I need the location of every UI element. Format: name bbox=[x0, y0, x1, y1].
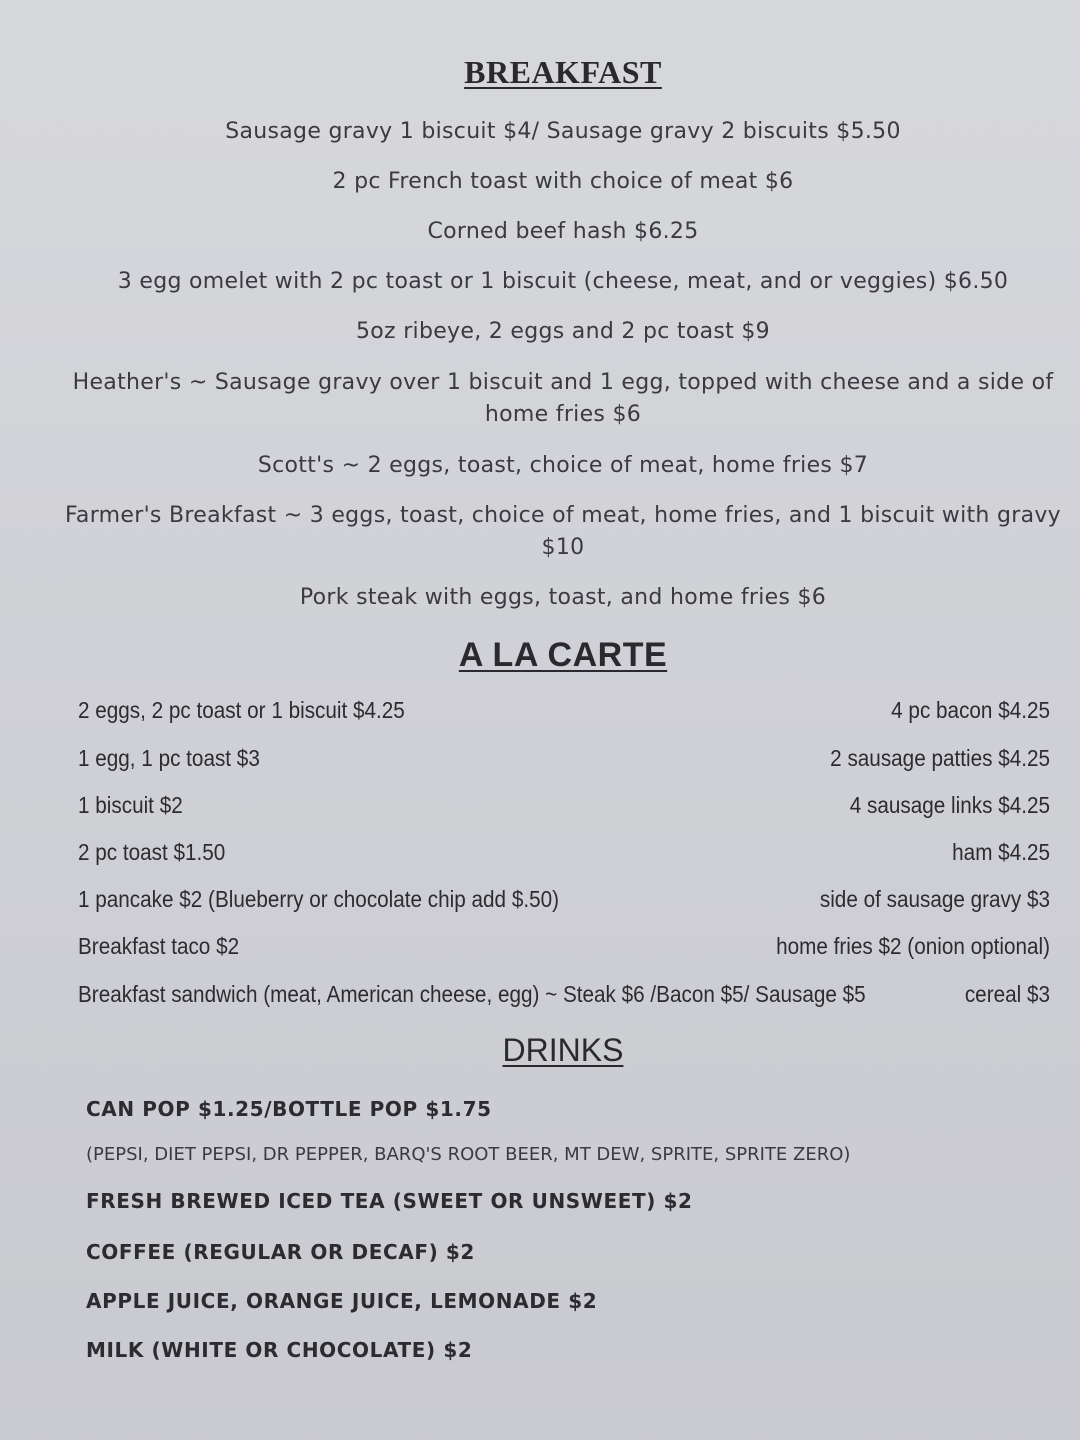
breakfast-item: Sausage gravy 1 biscuit $4/ Sausage gravy 2 biscuits $5.50 bbox=[225, 119, 901, 144]
breakfast-item: Scott's ~ 2 eggs, toast, choice of meat, home fries $7 bbox=[257, 453, 869, 478]
drink-item: COFFEE (REGULAR OR DECAF) $2 bbox=[86, 1240, 475, 1264]
alacarte-item-left: Breakfast sandwich (meat, American cheese, egg) ~ Steak $6 /Bacon $5/ Sausage $5 bbox=[78, 981, 866, 1007]
alacarte-item-right: side of sausage gravy $3 bbox=[819, 886, 1050, 912]
alacarte-item-left: 2 pc toast $1.50 bbox=[78, 839, 226, 865]
drinks-heading: DRINKS bbox=[502, 1032, 624, 1068]
alacarte-item-left: 1 biscuit $2 bbox=[78, 792, 183, 818]
alacarte-item-left: Breakfast taco $2 bbox=[78, 933, 240, 959]
alacarte-item-right: cereal $3 bbox=[964, 981, 1050, 1007]
alacarte-heading: A LA CARTE bbox=[458, 636, 668, 674]
alacarte-item-right: 4 sausage links $4.25 bbox=[849, 792, 1050, 818]
drink-item: APPLE JUICE, ORANGE JUICE, LEMONADE $2 bbox=[86, 1289, 598, 1313]
drink-item: MILK (WHITE OR CHOCOLATE) $2 bbox=[86, 1338, 473, 1362]
alacarte-row bbox=[78, 839, 1050, 869]
breakfast-item: 5oz ribeye, 2 eggs and 2 pc toast $9 bbox=[356, 319, 770, 344]
alacarte-row bbox=[78, 933, 1050, 963]
alacarte-item-left: 2 eggs, 2 pc toast or 1 biscuit $4.25 bbox=[78, 697, 405, 723]
alacarte-row bbox=[78, 792, 1050, 822]
alacarte-item-right: ham $4.25 bbox=[952, 839, 1050, 865]
drink-item: CAN POP $1.25/BOTTLE POP $1.75 bbox=[86, 1097, 492, 1121]
alacarte-item-right: 2 sausage patties $4.25 bbox=[830, 745, 1050, 771]
drink-item: FRESH BREWED ICED TEA (SWEET OR UNSWEET) $2 bbox=[86, 1189, 693, 1213]
breakfast-item: Heather's ~ Sausage gravy over 1 biscuit and 1 egg, topped with cheese and a side of home fries $6 bbox=[72, 370, 1054, 427]
breakfast-item: Corned beef hash $6.25 bbox=[427, 219, 699, 244]
alacarte-item-left: 1 egg, 1 pc toast $3 bbox=[78, 745, 260, 771]
alacarte-row bbox=[78, 745, 1050, 775]
alacarte-item-right: home fries $2 (onion optional) bbox=[776, 933, 1050, 959]
alacarte-row bbox=[78, 886, 1050, 916]
breakfast-heading: BREAKFAST bbox=[464, 54, 662, 90]
breakfast-item: 3 egg omelet with 2 pc toast or 1 biscuit (cheese, meat, and or veggies) $6.50 bbox=[117, 269, 1009, 294]
alacarte-row bbox=[78, 981, 1050, 1011]
alacarte-item-right: 4 pc bacon $4.25 bbox=[891, 697, 1050, 723]
alacarte-row bbox=[78, 697, 1050, 727]
alacarte-item-left: 1 pancake $2 (Blueberry or chocolate chip add $.50) bbox=[78, 886, 560, 912]
breakfast-item: Pork steak with eggs, toast, and home fries $6 bbox=[299, 585, 827, 610]
breakfast-item: 2 pc French toast with choice of meat $6 bbox=[332, 169, 794, 194]
drink-note: (PEPSI, DIET PEPSI, DR PEPPER, BARQ'S ROOT BEER, MT DEW, SPRITE, SPRITE ZERO) bbox=[86, 1144, 851, 1165]
breakfast-item: Farmer's Breakfast ~ 3 eggs, toast, choice of meat, home fries, and 1 biscuit with gravy $10 bbox=[65, 503, 1061, 560]
